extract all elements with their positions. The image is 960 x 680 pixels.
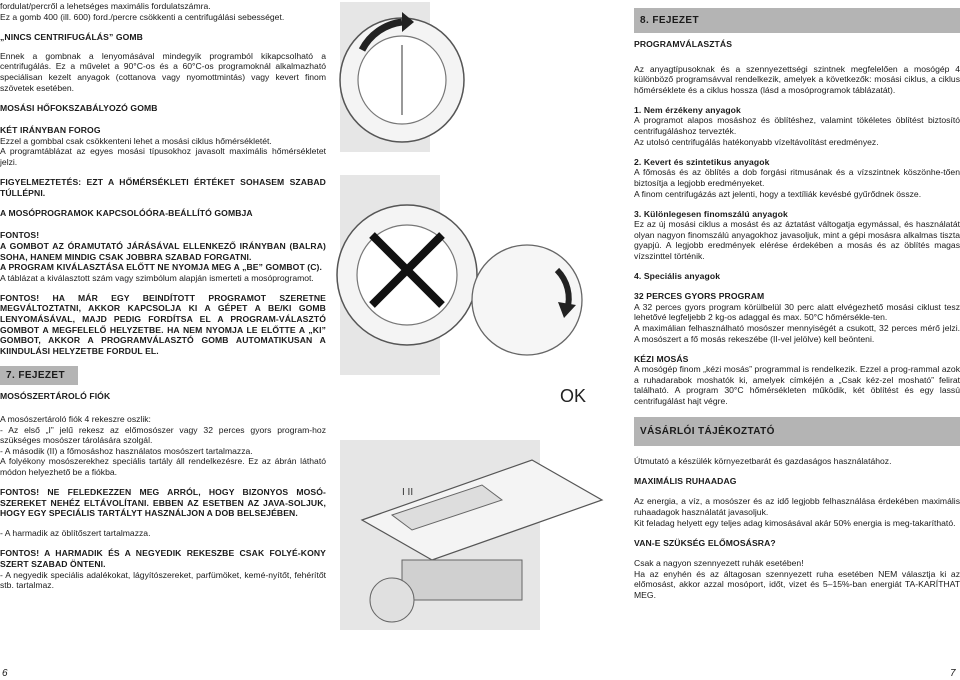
fontos-label-1: FONTOS! [0,230,40,241]
program-intro: Az anyagtípusoknak és a szennyezettségi szintnek megfelelően a mosógép 4 különböző programsávval rendelkezik, amelyek a következők: mosási ciklus, a ciklus hőmérséklete és a ciklus hossza (lásd a mosóprogramok táblázatát). [634,63,960,95]
right-page-column [634,0,960,601]
customer-info-text: Útmutató a készülék környezetbarát és gazdaságos használatához. [634,455,892,466]
fontos-text-4: FONTOS! A HARMADIK ÉS A NEGYEDIK REKESZBE CSAK FOLYÉ-KONY SZERT SZABAD ÖNTENI. [0,548,326,570]
program-item-3-text: Ez az új mosási ciklus a mosást és az áztatást váltogatja egymással, és használatát olyan nagyon finomszálú anyagokhoz javasoljuk, mint a gépi mosásra alkalmas tiszta gyapjú. A legjobb eredmények elérése érdekében a mosás és az öblítés magas vízszinttel történik. [634,219,960,261]
program-select-heading: PROGRAMVÁLASZTÁS [634,39,733,49]
max-load-text-1: Az energia, a víz, a mosószer és az idő legjobb felhasználása érdekében maximális ruhaadagok használatát javasoljuk. [634,496,960,517]
intro-line-2: Ez a gomb 400 (ill. 600) ford./percre csökkenti a centrifugálási sebességet. [0,11,285,22]
page-number-right: 7 [950,668,956,679]
fontos-text-1: A GOMBOT AZ ÓRAMUTATÓ JÁRÁSÁVAL ELLENKEZŐ IRÁNYBAN (BALRA) SOHA, HANEM MINDIG CSAK JOBBRA SZABAD FORGATNI. [0,241,326,262]
drawer-line-5: - A harmadik az öblítőszert tartalmazza. [0,528,151,539]
drawer-line-3: - A második (II) a főmosáshoz használatos mosószert tartalmazza. [0,445,253,456]
drawer-marks: I II [402,487,414,498]
detergent-drawer-illustration [340,440,602,630]
prewash-text-2: Ha az enyhén és az áltagosan szennyezett ruha esetében NEM választja ki az előmosást, akkor azzal mosóport, időt, vizet és 5–15%-ban energiát TA-KARÍTHAT MEG. [634,568,960,600]
program-item-1-title: 1. Nem érzékeny anyagok [634,104,741,115]
ket-text-2: A programtáblázat az egyes mosási típusokhoz javasolt maximális hőmérsékletet jelzi. [0,146,326,168]
illustration-column [332,0,624,640]
chapter-8-banner: 8. FEJEZET [634,8,960,33]
ket-heading: KÉT IRÁNYBAN FOROG [0,125,101,136]
drawer-heading: MOSÓSZERTÁROLÓ FIÓK [0,391,111,402]
ok-label: OK [560,386,587,406]
program-select-warning: A PROGRAM KIVÁLASZTÁSA ELŐTT NE NYOMJA MEG A „BE” GOMBOT (C). [0,262,322,273]
drawer-line-2: - Az első „I” jelű rekesz az előmosószer vagy 32 perces gyors program-hoz szükséges mosószer tárolására szolgál. [0,424,326,446]
nincs-heading: „NINCS CENTRIFUGÁLÁS” GOMB [0,32,143,43]
program-item-3-title: 3. Különlegesen finomszálú anyagok [634,208,788,219]
fontos-text-3: FONTOS! NE FELEDKEZZEN MEG ARRÓL, HOGY BIZONYOS MOSÓ-SZEREKET NEHÉZ ELTÁVOLÍTANI. EBBEN AZ ESETBEN AZ JAVA-SOLJUK, HOGY EGY SPECIÁLIS TARTÁLYT HASZNÁLJON A DOB BELSEJÉBEN. [0,487,326,519]
program-item-3 [634,209,960,262]
knob-top-illustration [340,2,464,152]
program-item-2 [634,157,960,199]
warning-temperature: FIGYELMEZTETÉS: EZT A HŐMÉRSÉKLETI ÉRTÉKET SOHASEM SZABAD TÚLLÉPNI. [0,177,326,198]
hand-wash-heading: KÉZI MOSÁS [634,353,689,364]
program-item-1-text2: Az utolsó centrifugálás hatékonyabb vízeltávolítást eredményez. [634,136,879,147]
quick-program-text-1: A 32 perces gyors program körülbelül 30 perc alatt elvégezhető mosási ciklust tesz lehetővé legfeljebb 2 kg-os adaggal és max. 50°C hőmérsékle-ten. [634,301,960,323]
prewash-text-1: Csak a nagyon szennyezett ruhák esetében! [634,558,804,569]
program-item-2-text: A főmosás és az öblítés a dob forgási ritmusának és a vízszintnek köszönhe-tően biztosítja a legjobb eredményeket. [634,167,960,188]
intro-line-1: fordulat/percről a lehetséges maximális fordulatszámra. [0,1,211,11]
temp-heading: MOSÁSI HŐFOKSZABÁLYOZÓ GOMB [0,102,158,113]
nincs-text: Ennek a gombnak a lenyomásával mindegyik programból kikapcsolható a centrifugálás. Ez a művelet a 90°C-os és a 60°C-os programoknál alkalmazható speciálisan kezelt anyagok (cottanova vagy nyomottmintás) vagy kevert finom szövetek esetében. [0,50,326,93]
drawer-line-4: A folyékony mosószerekhez speciális tartály áll rendelkezésre. Ez az ábrán látható módon helyezhető be a fiókba. [0,456,326,477]
program-item-1 [634,105,960,147]
left-page-column [0,0,326,591]
program-table-note: A táblázat a kiválasztott szám vagy szimbólum alapján ismerteti a mosóprogramot. [0,272,314,283]
quick-program-heading: 32 PERCES GYORS PROGRAM [634,291,765,302]
fontos-text-2: FONTOS! HA MÁR EGY BEINDÍTOTT PROGRAMOT SZERETNE MEGVÁLTOZTATNI, AKKOR KAPCSOLJA KI A GÉPET A BE/KI GOMB LENYOMÁSÁVAL, MAJD PEDIG FORDÍTSA EL A PROGRAM-VÁLASZTÓ GOMBOT A MEGFELELŐ HELYZETBE. HA NEM NYOMJA LE ELŐTTE A „KI” GOMBOT, AKKOR A PROGRAMVÁLASZTÓ GOMB AUTOMATIKUSAN A KIINDULÁSI HELYZETBE FORDUL EL. [0,292,326,356]
drawer-line-6: - A negyedik speciális adalékokat, lágyítószereket, parfümöket, kemé-nyítőt, fehérítőt stb. tartalmaz. [0,569,326,591]
program-item-4-title: 4. Speciális anyagok [634,271,721,282]
program-heading: A MOSÓPROGRAMOK KAPCSOLÓÓRA-BEÁLLÍTÓ GOMBJA [0,207,253,218]
hand-wash-text: A mosógép finom „kézi mosás” programmal is rendelkezik. Ezzel a prog-rammal azok a ruhadarabok moshatók ki, amelyek címkéjén a „Csak kéz-zel mosható” felirat található. A program 30°C hőmérsékleten működik, két öblítést és egy lassú centrifugálást hajt végre. [634,364,960,407]
program-item-2-title: 2. Kevert és szintetikus anyagok [634,156,770,167]
knob-illustrations [332,0,624,640]
program-item-1-text: A programot alapos mosáshoz és öblítéshez, valamint tökéletes öblítést biztosító centrifugáláshoz tervezték. [634,115,960,137]
program-item-2-text2: A finom centrifugázás azt jelenti, hogy a textíliák kevésbé gyűrődnek össze. [634,188,922,199]
ket-text-1: Ezzel a gombbal csak csökkenteni lehet a mosási ciklus hőmérsékletét. [0,135,272,146]
quick-program-text-2: A maximálian felhasználható mosószer mennyiségét a csukott, 32 perces mérő jelzi. A mosószert a fő mosás rekeszébe (II-vel jelölve) kell beönteni. [634,322,960,344]
max-load-heading: MAXIMÁLIS RUHAADAG [634,475,737,486]
drawer-line-1: A mosószertároló fiók 4 rekeszre oszlik: [0,414,151,425]
prewash-heading: VAN-E SZÜKSÉG ELŐMOSÁSRA? [634,537,776,548]
knob-wrong-direction-illustration [337,175,477,375]
max-load-text-2: Kit feladag helyett egy teljes adag kimosásával akár 50% energia is meg-takarítható. [634,517,956,528]
page-number-left: 6 [2,668,8,679]
chapter-7-banner: 7. FEJEZET [0,366,78,385]
customer-info-banner: VÁSÁRLÓI TÁJÉKOZTATÓ [634,417,960,446]
